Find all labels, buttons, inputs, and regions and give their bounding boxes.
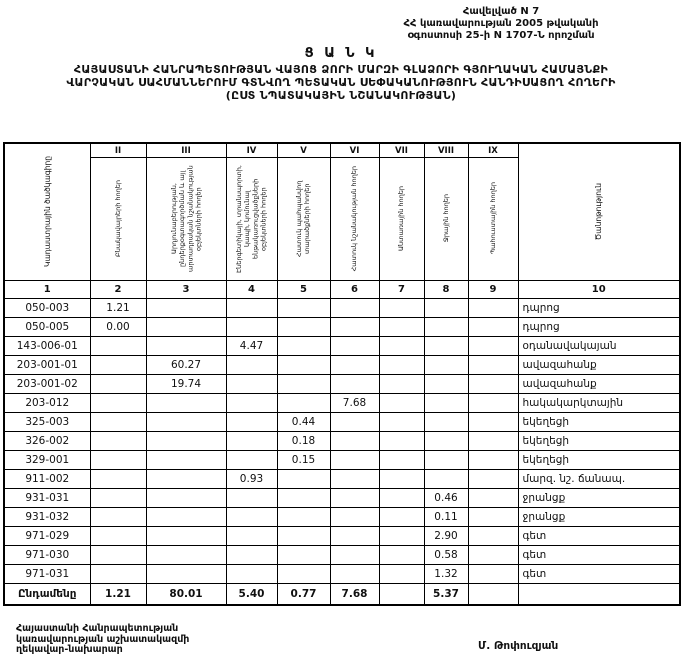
area-value-cell — [277, 336, 330, 355]
area-value-cell — [146, 336, 226, 355]
area-value-cell: 1.21 — [90, 583, 146, 605]
roman-numeral: VI — [331, 144, 379, 158]
table-row — [4, 431, 680, 450]
area-value-cell — [468, 336, 518, 355]
area-value-cell — [424, 412, 468, 431]
column-header-label: Ջրային հողեր — [441, 194, 450, 243]
cadastral-code-cell: 203-012 — [4, 393, 90, 412]
note-cell: գետ — [518, 564, 680, 583]
area-value-cell — [90, 374, 146, 393]
area-value-cell — [277, 317, 330, 336]
area-value-cell — [277, 545, 330, 564]
area-value-cell — [146, 469, 226, 488]
area-value-cell — [330, 545, 379, 564]
column-header-special — [330, 143, 379, 280]
column-number: 6 — [330, 280, 379, 298]
area-value-cell — [379, 526, 424, 545]
column-header-label: Կադաստրային ծածկագիրը — [42, 155, 52, 267]
cadastral-code-cell: 971-031 — [4, 564, 90, 583]
area-value-cell: 0.00 — [90, 317, 146, 336]
column-header-code — [4, 143, 90, 280]
area-value-cell: 0.46 — [424, 488, 468, 507]
area-value-cell: 0.11 — [424, 507, 468, 526]
column-header-water — [424, 143, 468, 280]
area-value-cell — [468, 317, 518, 336]
area-value-cell — [468, 526, 518, 545]
area-value-cell — [146, 488, 226, 507]
cadastral-code-cell: 931-031 — [4, 488, 90, 507]
table-row — [4, 336, 680, 355]
roman-numeral: IX — [469, 144, 518, 158]
area-value-cell — [90, 545, 146, 564]
column-header-transport — [226, 143, 277, 280]
area-value-cell — [330, 488, 379, 507]
area-value-cell — [226, 412, 277, 431]
area-value-cell — [146, 317, 226, 336]
appendix-line: Հավելված N 7 — [462, 6, 540, 17]
column-number: 5 — [277, 280, 330, 298]
lands-table — [3, 142, 681, 606]
area-value-cell — [146, 412, 226, 431]
area-value-cell — [424, 431, 468, 450]
cadastral-code-cell: 203-001-02 — [4, 374, 90, 393]
note-cell: ավազահանք — [518, 374, 680, 393]
footer-line: կառավարության աշխատակազմի — [16, 633, 190, 645]
column-numbers-row — [4, 280, 680, 298]
area-value-cell: 0.93 — [226, 469, 277, 488]
area-value-cell — [468, 564, 518, 583]
title-line: (ԸՍՏ ՆՊԱՏԱԿԱՅԻՆ ՆՇԱՆԱԿՈՒԹՅԱՆ) — [225, 89, 457, 102]
area-value-cell — [468, 507, 518, 526]
area-value-cell — [277, 393, 330, 412]
column-header-residential — [90, 143, 146, 280]
note-cell: գետ — [518, 526, 680, 545]
area-value-cell — [226, 507, 277, 526]
note-cell: հակակարկտային — [518, 393, 680, 412]
cadastral-code-cell: 931-032 — [4, 507, 90, 526]
roman-numeral: VII — [380, 144, 424, 158]
table-header-row — [4, 143, 680, 280]
note-cell: եկեղեցի — [518, 450, 680, 469]
table-row — [4, 374, 680, 393]
table-row — [4, 526, 680, 545]
table-body — [4, 298, 680, 605]
cadastral-code-cell: 971-030 — [4, 545, 90, 564]
area-value-cell: 5.37 — [424, 583, 468, 605]
roman-numeral: III — [147, 144, 226, 158]
area-value-cell — [330, 336, 379, 355]
area-value-cell — [226, 393, 277, 412]
area-value-cell — [468, 545, 518, 564]
area-value-cell — [146, 298, 226, 317]
area-value-cell — [424, 450, 468, 469]
area-value-cell — [379, 450, 424, 469]
area-value-cell — [226, 526, 277, 545]
area-value-cell — [146, 431, 226, 450]
column-header-label: Հատուկ պահպանվող տարածքների հողեր — [295, 180, 312, 257]
area-value-cell — [277, 298, 330, 317]
area-value-cell: 7.68 — [330, 583, 379, 605]
area-value-cell: 0.44 — [277, 412, 330, 431]
total-label-cell: Ընդամենը — [4, 583, 90, 605]
column-header-protected — [277, 143, 330, 280]
note-cell: օդանավակայան — [518, 336, 680, 355]
note-cell: դպրոց — [518, 317, 680, 336]
area-value-cell — [379, 317, 424, 336]
area-value-cell — [226, 317, 277, 336]
area-value-cell — [90, 336, 146, 355]
column-number: 9 — [468, 280, 518, 298]
column-number: 4 — [226, 280, 277, 298]
area-value-cell — [226, 355, 277, 374]
area-value-cell — [424, 393, 468, 412]
title-line: ՀԱՅԱՍՏԱՆԻ ՀԱՆՐԱՊԵՏՈՒԹՅԱՆ ՎԱՅՈՑ ՁՈՐԻ ՄԱՐԶԻ ԳԼԱՁՈՐԻ ԳՅՈՒՂԱԿԱՆ ՀԱՄԱՅՆՔԻ — [73, 63, 609, 76]
roman-numeral: V — [278, 144, 330, 158]
area-value-cell: 5.40 — [226, 583, 277, 605]
area-value-cell — [468, 374, 518, 393]
area-value-cell: 0.58 — [424, 545, 468, 564]
area-value-cell — [468, 450, 518, 469]
area-value-cell: 0.15 — [277, 450, 330, 469]
column-header-label: Ծանոթություն — [594, 182, 604, 241]
area-value-cell — [226, 298, 277, 317]
roman-numeral: IV — [227, 144, 277, 158]
cadastral-code-cell: 203-001-01 — [4, 355, 90, 374]
area-value-cell — [226, 545, 277, 564]
area-value-cell — [379, 431, 424, 450]
column-header-label: Պահուստային հողեր — [488, 182, 497, 255]
area-value-cell — [468, 583, 518, 605]
note-cell: ջրանցք — [518, 488, 680, 507]
area-value-cell — [90, 488, 146, 507]
area-value-cell — [330, 431, 379, 450]
note-cell — [518, 583, 680, 605]
cadastral-code-cell: 050-003 — [4, 298, 90, 317]
area-value-cell — [379, 564, 424, 583]
area-value-cell: 1.32 — [424, 564, 468, 583]
note-cell: եկեղեցի — [518, 431, 680, 450]
area-value-cell — [277, 526, 330, 545]
area-value-cell: 4.47 — [226, 336, 277, 355]
area-value-cell — [330, 412, 379, 431]
table-row — [4, 355, 680, 374]
area-value-cell — [90, 507, 146, 526]
area-value-cell — [424, 355, 468, 374]
area-value-cell — [146, 564, 226, 583]
area-value-cell — [90, 412, 146, 431]
table-row — [4, 298, 680, 317]
area-value-cell — [424, 317, 468, 336]
area-value-cell — [146, 450, 226, 469]
cadastral-code-cell: 050-005 — [4, 317, 90, 336]
area-value-cell — [90, 469, 146, 488]
area-value-cell — [330, 526, 379, 545]
area-value-cell: 19.74 — [146, 374, 226, 393]
area-value-cell: 0.77 — [277, 583, 330, 605]
column-header-label: Անտառային հողեր — [397, 186, 406, 251]
area-value-cell — [146, 393, 226, 412]
note-cell: դպրոց — [518, 298, 680, 317]
area-value-cell — [226, 374, 277, 393]
column-header-label: Բնակավայրերի հողեր — [113, 179, 122, 258]
column-header-label: Արդյունաբերության, ընդերքօգտագործման և այլ արտադրական նշանակության օբյեկտների հողեր — [169, 165, 203, 272]
area-value-cell — [90, 393, 146, 412]
footer-line: ղեկավար-նախարար — [16, 644, 123, 655]
footer-line: Հայաստանի Հանրապետության — [16, 623, 179, 634]
table-row — [4, 317, 680, 336]
area-value-cell — [379, 412, 424, 431]
area-value-cell — [379, 507, 424, 526]
area-value-cell: 80.01 — [146, 583, 226, 605]
area-value-cell — [90, 564, 146, 583]
area-value-cell — [146, 545, 226, 564]
column-header-label: Հատուկ նշանակության հողեր — [350, 165, 359, 272]
area-value-cell — [277, 564, 330, 583]
area-value-cell — [424, 374, 468, 393]
footer-signatory-title — [16, 624, 189, 656]
table-row — [4, 488, 680, 507]
area-value-cell — [468, 298, 518, 317]
area-value-cell: 0.18 — [277, 431, 330, 450]
column-number: 8 — [424, 280, 468, 298]
column-header-label: Էներգետիկայի, տրանսպորտի, կապի, կոմունալ ենթակառուցվածքների օբյեկտների հողեր — [235, 164, 268, 273]
area-value-cell — [379, 355, 424, 374]
area-value-cell — [90, 450, 146, 469]
column-number: 1 — [4, 280, 90, 298]
table-row — [4, 507, 680, 526]
cadastral-code-cell: 971-029 — [4, 526, 90, 545]
column-number: 10 — [518, 280, 680, 298]
area-value-cell — [330, 450, 379, 469]
area-value-cell — [330, 564, 379, 583]
area-value-cell — [146, 526, 226, 545]
area-value-cell — [424, 336, 468, 355]
table-row — [4, 412, 680, 431]
column-header-reserve — [468, 143, 518, 280]
area-value-cell — [468, 488, 518, 507]
table-row — [4, 545, 680, 564]
area-value-cell — [379, 336, 424, 355]
cadastral-code-cell: 326-002 — [4, 431, 90, 450]
area-value-cell: 2.90 — [424, 526, 468, 545]
document-title: Ց Ա Ն Կ — [304, 46, 378, 61]
roman-numeral: II — [91, 144, 146, 158]
area-value-cell — [468, 431, 518, 450]
area-value-cell — [90, 526, 146, 545]
area-value-cell: 7.68 — [330, 393, 379, 412]
note-cell: մարզ. նշ. ճանապ. — [518, 469, 680, 488]
column-header-industrial — [146, 143, 226, 280]
column-number: 3 — [146, 280, 226, 298]
total-row — [4, 583, 680, 605]
area-value-cell — [277, 488, 330, 507]
column-number: 7 — [379, 280, 424, 298]
area-value-cell — [330, 507, 379, 526]
area-value-cell — [468, 355, 518, 374]
note-cell: գետ — [518, 545, 680, 564]
appendix-line: օգոստոսի 25-ի N 1707-Ն որոշման — [407, 30, 595, 41]
appendix-line: ՀՀ կառավարության 2005 թվականի — [403, 18, 599, 29]
area-value-cell — [226, 450, 277, 469]
area-value-cell — [90, 355, 146, 374]
cadastral-code-cell: 143-006-01 — [4, 336, 90, 355]
note-cell: եկեղեցի — [518, 412, 680, 431]
area-value-cell — [330, 317, 379, 336]
area-value-cell: 1.21 — [90, 298, 146, 317]
cadastral-code-cell: 911-002 — [4, 469, 90, 488]
area-value-cell: 60.27 — [146, 355, 226, 374]
area-value-cell — [379, 545, 424, 564]
area-value-cell — [468, 469, 518, 488]
area-value-cell — [379, 374, 424, 393]
table-row — [4, 469, 680, 488]
area-value-cell — [379, 393, 424, 412]
area-value-cell — [226, 488, 277, 507]
area-value-cell — [226, 431, 277, 450]
area-value-cell — [379, 469, 424, 488]
table-row — [4, 450, 680, 469]
area-value-cell — [277, 374, 330, 393]
column-number: 2 — [90, 280, 146, 298]
area-value-cell — [379, 298, 424, 317]
document-subtitle — [0, 63, 682, 102]
column-header-forest — [379, 143, 424, 280]
note-cell: ավազահանք — [518, 355, 680, 374]
area-value-cell — [146, 507, 226, 526]
cadastral-code-cell: 325-003 — [4, 412, 90, 431]
area-value-cell — [468, 393, 518, 412]
area-value-cell — [424, 469, 468, 488]
area-value-cell — [424, 298, 468, 317]
area-value-cell — [330, 374, 379, 393]
area-value-cell — [330, 298, 379, 317]
table-row — [4, 564, 680, 583]
area-value-cell — [330, 469, 379, 488]
area-value-cell — [90, 431, 146, 450]
area-value-cell — [277, 469, 330, 488]
area-value-cell — [226, 564, 277, 583]
area-value-cell — [379, 583, 424, 605]
roman-numeral: VIII — [425, 144, 468, 158]
note-cell: ջրանցք — [518, 507, 680, 526]
area-value-cell — [468, 412, 518, 431]
appendix-note — [336, 6, 666, 42]
signature-name: Մ. Թոփուզյան — [478, 640, 559, 652]
table-row — [4, 393, 680, 412]
column-header-note — [518, 143, 680, 280]
area-value-cell — [330, 355, 379, 374]
area-value-cell — [277, 507, 330, 526]
title-line: ՎԱՐՉԱԿԱՆ ՍԱՀՄԱՆՆԵՐՈՒՄ ԳՏՆՎՈՂ ՊԵՏԱԿԱՆ ՍԵՓԱԿԱՆՈՒԹՅՈՒՆ ՀԱՆԴԻՍԱՑՈՂ ՀՈՂԵՐԻ — [66, 76, 616, 89]
area-value-cell — [277, 355, 330, 374]
cadastral-code-cell: 329-001 — [4, 450, 90, 469]
area-value-cell — [379, 488, 424, 507]
